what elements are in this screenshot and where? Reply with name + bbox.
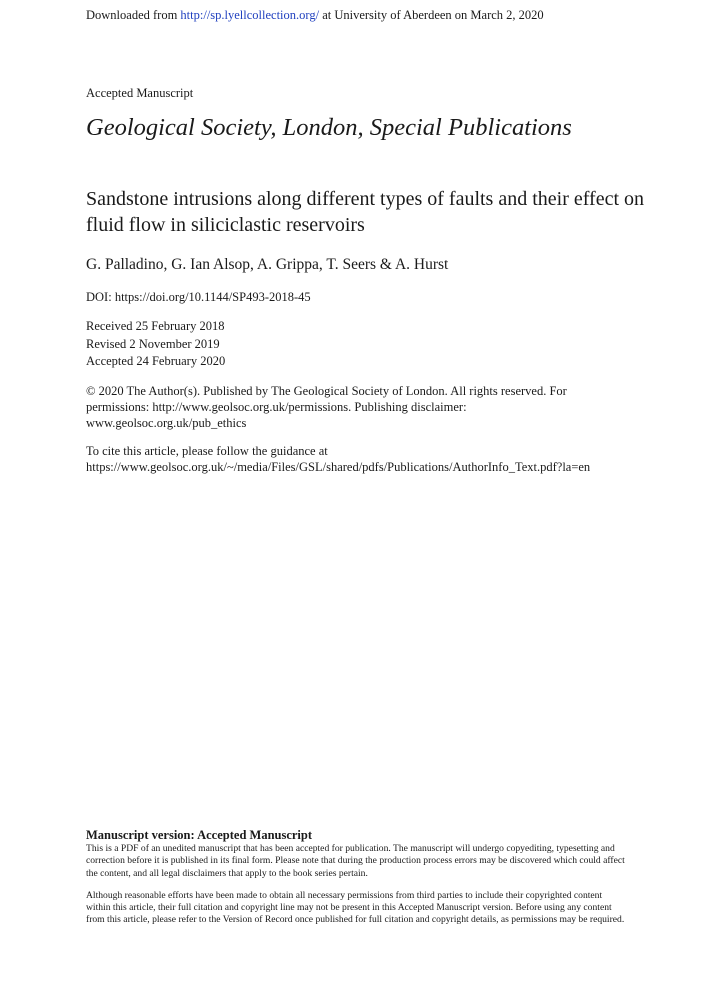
download-suffix: at University of Aberdeen on March 2, 2020 [319,8,544,22]
date-history [86,318,225,371]
download-link[interactable]: http://sp.lyellcollection.org/ [180,8,320,22]
article-title: Sandstone intrusions along different types of faults and their effect on fluid flow in siliciclastic reservoirs [86,188,645,236]
citation-intro: To cite this article, please follow the guidance at [86,444,328,458]
doi-line: DOI: https://doi.org/10.1144/SP493-2018-45 [86,290,311,304]
author-list: G. Palladino, G. Ian Alsop, A. Grippa, T. Seers & A. Hurst [86,256,449,273]
received-date: Received 25 February 2018 [86,319,225,333]
accepted-manuscript-label: Accepted Manuscript [86,86,194,100]
citation-url: https://www.geolsoc.org.uk/~/media/Files/GSL/shared/pdfs/Publications/AuthorInfo_Text.pdf?la=en [86,460,591,474]
journal-title: Geological Society, London, Special Publications [86,114,572,141]
download-notice [86,8,544,23]
accepted-date: Accepted 24 February 2020 [86,354,226,368]
copyright-notice: © 2020 The Author(s). Published by The Geological Society of London. All rights reserved. For permissions: http://www.geolsoc.org.uk/permissions. Publishing disclaimer: www.geolsoc.org.uk/pub_ethics [86,384,567,430]
permissions-paragraph: Although reasonable efforts have been made to obtain all necessary permissions from third parties to include their copyrighted content within this article, their full citation and copyright line may not be present in this Accepted Manuscript version. Before using any content from this article, please refer to the Version of Record once published for full citation and copyright details, as permissions may be required. [86,889,625,926]
download-prefix: Downloaded from [86,8,181,22]
manuscript-version-paragraph: This is a PDF of an unedited manuscript that has been accepted for publication. The manuscript will undergo copyediting, typesetting and correction before it is published in its final form. Please note that during the production process errors may be discovered which could affect the content, and all legal disclaimers that apply to the book series pertain. [86,843,625,879]
manuscript-version-body [86,843,626,927]
revised-date: Revised 2 November 2019 [86,336,220,351]
citation-guidance [86,443,590,475]
manuscript-version-heading: Manuscript version: Accepted Manuscript [86,828,313,842]
